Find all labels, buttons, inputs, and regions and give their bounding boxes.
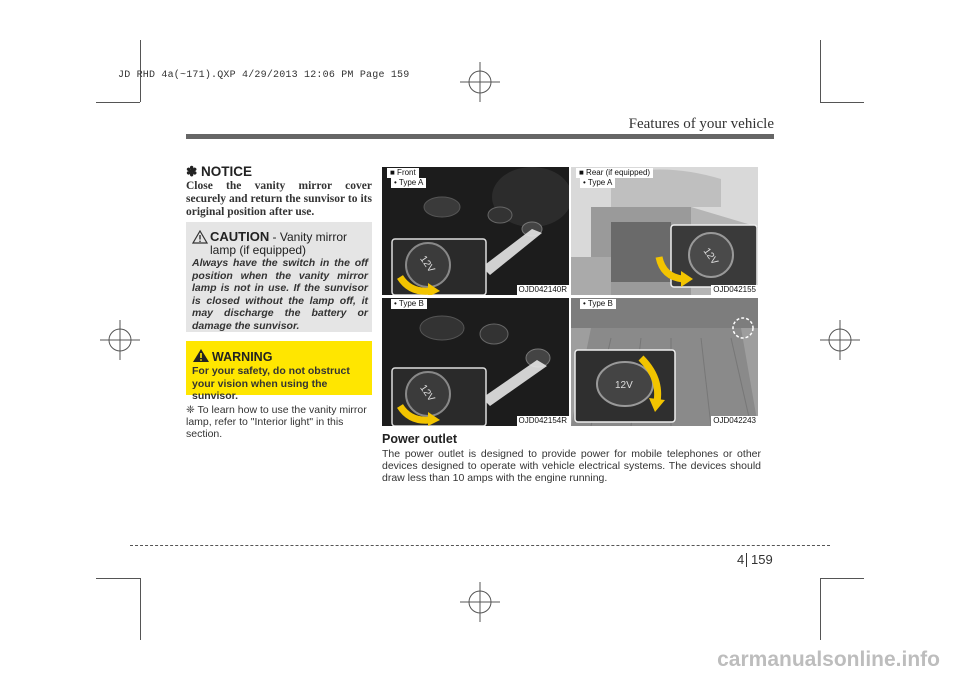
- footer-rule: [130, 545, 830, 546]
- page-number-separator: [746, 553, 747, 567]
- caution-body: Always have the switch in the off position when the vanity mirror lamp is not in use. If the sunvisor is closed without the lamp off, it may discharge the battery or damage the sunvisor.: [192, 257, 368, 332]
- power-outlet-body: The power outlet is designed to provide power for mobile telephones or other devices designed to operate with vehicle electrical systems. The devices should draw less than 10 amps with the engine running.: [382, 448, 761, 484]
- notice-body: Close the vanity mirror cover securely and return the sunvisor to its original position after use.: [186, 180, 372, 218]
- registration-mark-left: [100, 320, 140, 360]
- warning-triangle-icon: [192, 348, 210, 363]
- socket-label: 12V: [417, 382, 437, 404]
- power-outlet-heading: Power outlet: [382, 432, 458, 446]
- photo-front-type-a: [382, 167, 569, 295]
- caution-triangle-icon: [192, 230, 208, 244]
- socket-label: 12V: [615, 380, 633, 391]
- warning-title: WARNING: [212, 350, 273, 364]
- crop-mark: [820, 578, 821, 640]
- registration-mark-top: [460, 62, 500, 102]
- figure-code-3: OJD042154R: [518, 416, 567, 425]
- rear-type-b-label: • Type B: [580, 299, 616, 309]
- socket-label: 12V: [700, 246, 720, 268]
- photo-front-type-b: [382, 298, 569, 426]
- photo-rear-type-a: [571, 167, 758, 295]
- front-console-type-b-illustration: [382, 298, 569, 426]
- crop-mark: [96, 102, 140, 103]
- registration-mark-bottom: [460, 582, 500, 622]
- front-type-b-label: • Type B: [391, 299, 427, 309]
- chapter-number: 4: [737, 552, 745, 567]
- crop-mark: [820, 578, 864, 579]
- front-label: ■ Front: [387, 168, 419, 178]
- registration-mark-right: [820, 320, 860, 360]
- notice-heading: ✽ NOTICE: [186, 164, 253, 179]
- rear-type-a-label: • Type A: [580, 178, 615, 188]
- warning-box: [186, 341, 372, 402]
- section-title: Features of your vehicle: [628, 116, 774, 132]
- header-rule: [186, 134, 774, 139]
- warning-body: For your safety, do not obstruct your vision when using the sunvisor.: [192, 365, 350, 402]
- front-type-a-label: • Type A: [391, 178, 426, 188]
- socket-label: 12V: [417, 253, 437, 275]
- figure-code-4: OJD042243: [713, 416, 756, 425]
- print-slug: JD RHD 4a(~171).QXP 4/29/2013 12:06 PM Page 159: [118, 70, 410, 81]
- page-number: 159: [751, 552, 773, 567]
- crop-mark: [140, 578, 141, 640]
- reference-note: ❈ To learn how to use the vanity mirror lamp, refer to "Interior light" in this section.: [186, 404, 367, 440]
- figure-code-2: OJD042155: [713, 285, 756, 294]
- caution-label: CAUTION: [210, 229, 270, 244]
- photo-rear-type-b: [571, 298, 758, 426]
- crop-mark: [96, 578, 140, 579]
- crop-mark: [820, 40, 821, 102]
- caution-subtitle: - Vanity mirror lamp (if equipped): [210, 230, 348, 257]
- rear-label: ■ Rear (if equipped): [576, 168, 653, 178]
- figure-code-1: OJD042140R: [518, 285, 567, 294]
- crop-mark: [820, 102, 864, 103]
- watermark: carmanualsonline.info: [717, 648, 940, 671]
- caution-box: [186, 222, 372, 332]
- caution-title: [210, 230, 372, 257]
- rear-cargo-illustration: [571, 298, 758, 426]
